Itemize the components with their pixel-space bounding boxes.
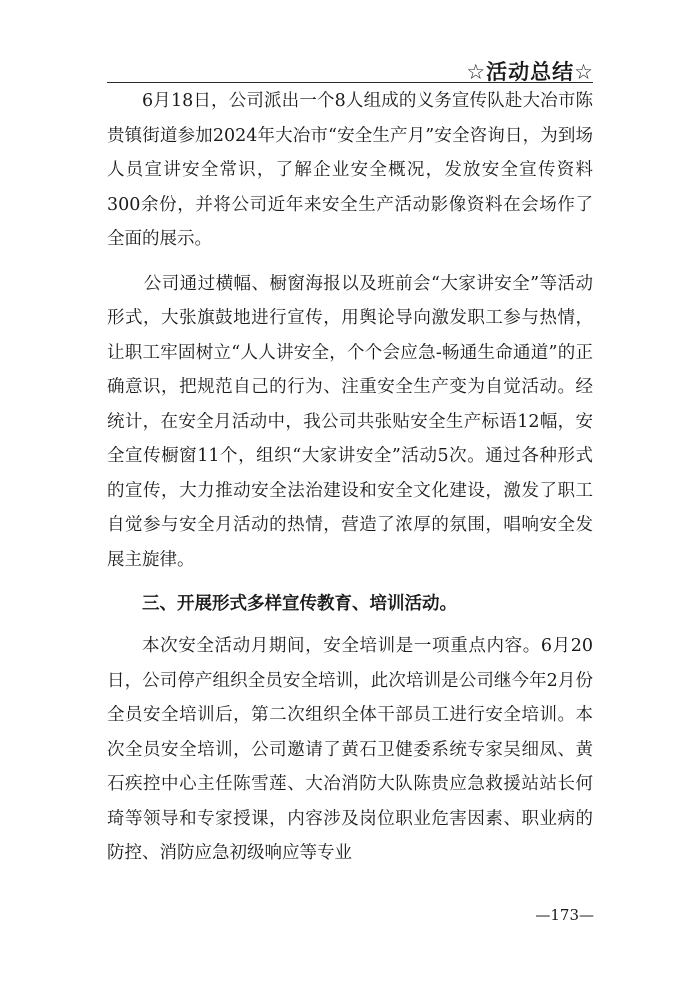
header-rule (107, 82, 593, 83)
section-heading: 三、开展形式多样宣传教育、培训活动。 (142, 594, 457, 614)
running-header-title: ☆活动总结☆ (466, 60, 594, 84)
paragraph-1: 6月18日，公司派出一个8人组成的义务宣传队赴大冶市陈贵镇街道参加2024年大冶市“安全生产月”安全咨询日，为到场人员宣讲安全常识，了解企业安全概况，发放安全宣传资料300余份，并将公司近年来安全生产活动影像资料在会场作了全面的展示。 (107, 91, 593, 249)
paragraph-2: 公司通过横幅、橱窗海报以及班前会“大家讲安全”等活动形式，大张旗鼓地进行宣传，用舆论导向激发职工参与热情，让职工牢固树立“人人讲安全，个个会应急-畅通生命通道”的正确意识，把规范自己的行为、注重安全生产变为自觉活动。经统计，在安全月活动中，我公司共张贴安全生产标语12幅，安全宣传橱窗11个，组织“大家讲安全”活动5次。通过各种形式的宣传，大力推动安全法治建设和安全文化建设，激发了职工自觉参与安全月活动的热情，营造了浓厚的氛围，唱响安全发展主旋律。 (107, 273, 593, 570)
body-text (107, 84, 593, 881)
paragraph-3: 本次安全活动月期间，安全培训是一项重点内容。6月20日，公司停产组织全员安全培训，此次培训是公司继今年2月份全员安全培训后，第二次组织全体干部员工进行安全培训。本次全员安全培训，公司邀请了黄石卫健委系统专家吴细凤、黄石疾控中心主任陈雪莲、大冶消防大队陈贵应急救援站站长何琦等领导和专家授课，内容涉及岗位职业危害因素、职业病的防控、消防应急初级响应等专业 (107, 636, 593, 863)
page-number: —173— (535, 906, 594, 924)
